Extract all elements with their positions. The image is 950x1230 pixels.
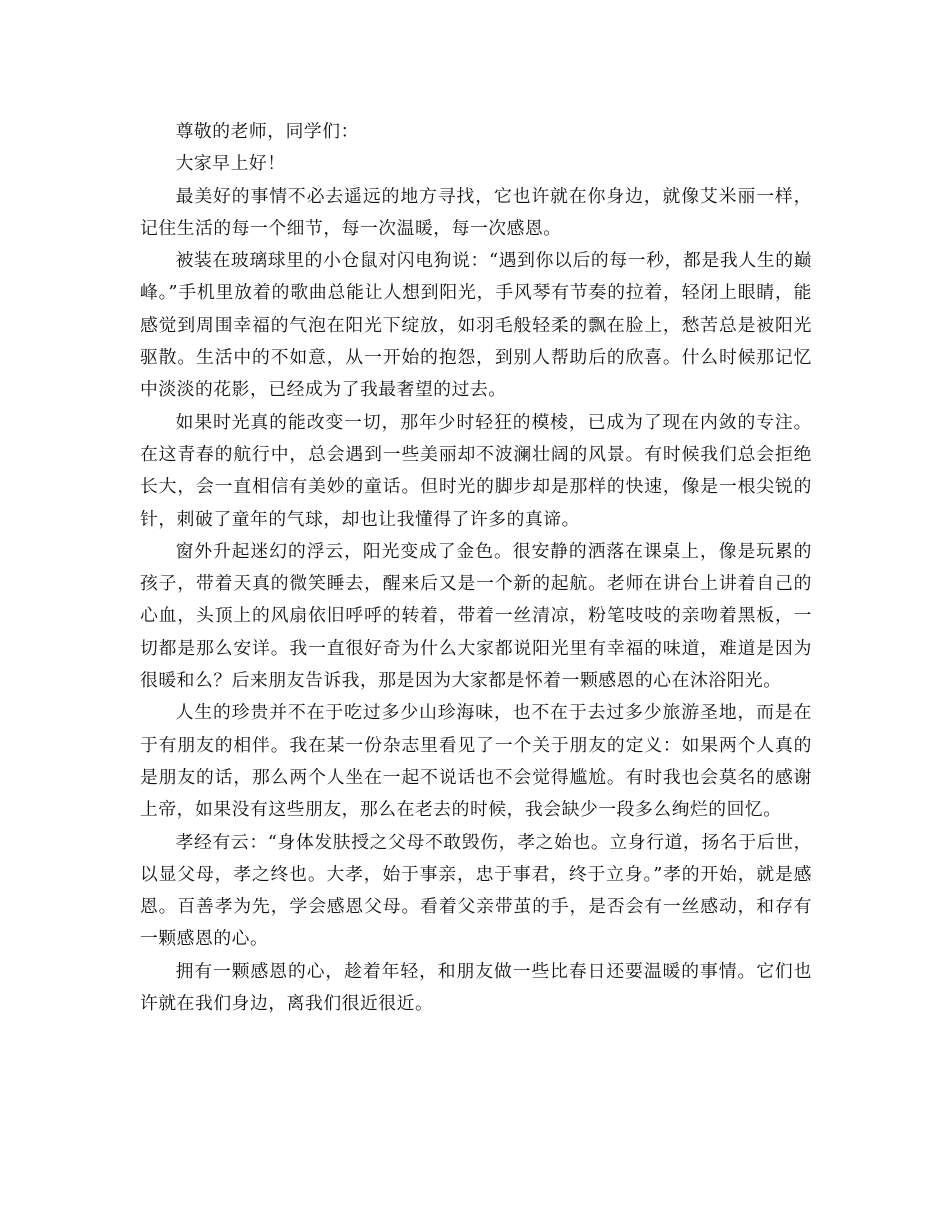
paragraph-7: 拥有一颗感恩的心，趁着年轻，和朋友做一些比春日还要温暖的事情。它们也许就在我们身边，离我们很近很近。: [140, 960, 812, 1015]
speech-text-body: [140, 116, 812, 1020]
paragraph-3: 如果时光真的能改变一切，那年少时轻狂的模棱，已成为了现在内敛的专注。在这青春的航行中，总会遇到一些美丽却不波澜壮阔的风景。有时候我们总会拒绝长大，会一直相信有美妙的童话。但时光的脚步却是那样的快速，像是一根尖锐的针，刺破了童年的气球，却也让我懂得了许多的真谛。: [140, 411, 812, 530]
greeting-line: 尊敬的老师，同学们：: [175, 121, 359, 142]
paragraph-4: 窗外升起迷幻的浮云，阳光变成了金色。很安静的洒落在课桌上，像是玩累的孩子，带着天真的微笑睡去，醒来后又是一个新的起航。老师在讲台上讲着自己的心血，头顶上的风扇依旧呼呼的转着，带着一丝清凉，粉笔吱吱的亲吻着黑板，一切都是那么安详。我一直很好奇为什么大家都说阳光里有幸福的味道，难道是因为很暖和么？后来朋友告诉我，那是因为大家都是怀着一颗感恩的心在沐浴阳光。: [140, 540, 812, 692]
paragraph-2: 被装在玻璃球里的小仓鼠对闪电狗说：“遇到你以后的每一秒，都是我人生的巅峰。”手机里放着的歌曲总能让人想到阳光，手风琴有节奏的拉着，轻闭上眼睛，能感觉到周围幸福的气泡在阳光下绽放，如羽毛般轻柔的飘在脸上，愁苦总是被阳光驱散。生活中的不如意，从一开始的抱怨，到别人帮助后的欣喜。什么时候那记忆中淡淡的花影，已经成为了我最奢望的过去。: [140, 250, 812, 401]
good-morning-line: 大家早上好！: [175, 153, 286, 175]
paragraph-1: 最美好的事情不必去遥远的地方寻找，它也许就在你身边，就像艾米丽一样，记住生活的每一个细节，每一次温暖，每一次感恩。: [140, 185, 812, 239]
paragraph-5: 人生的珍贵并不在于吃过多少山珍海味，也不在于去过多少旅游圣地，而是在于有朋友的相伴。我在某一份杂志里看见了一个关于朋友的定义：如果两个人真的是朋友的话，那么两个人坐在一起不说话也不会觉得尴尬。有时我也会莫名的感谢上帝，如果没有这些朋友，那么在老去的时候，我会缺少一段多么绚烂的回忆。: [140, 702, 812, 821]
paragraph-6: 孝经有云：“身体发肤授之父母不敢毁伤，孝之始也。立身行道，扬名于后世，以显父母，孝之终也。大孝，始于事亲，忠于事君，终于立身。”孝的开始，就是感恩。百善孝为先，学会感恩父母。看着父亲带茧的手，是否会有一丝感动，和存有一颗感恩的心。: [140, 831, 812, 950]
